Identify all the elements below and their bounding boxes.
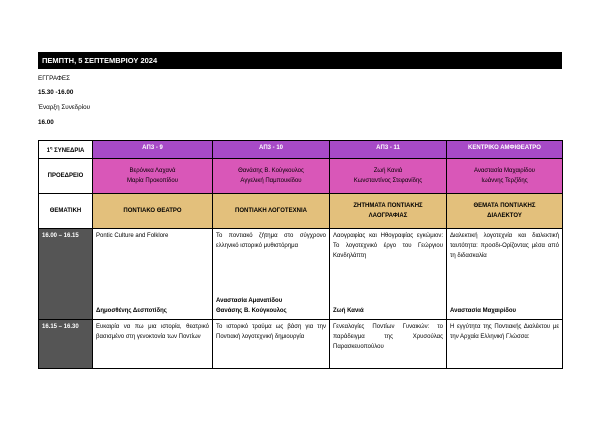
session-label: $1^\eta$ ΣΥΝΕΔΡΙΑ — [39, 141, 93, 159]
talk-title: Διαλεκτική λογοτεχνία και διαλεκτική ταυτότητα: προσδι-Ορίζοντας μέσα από τη διδασκαλία — [450, 233, 559, 259]
chairs-cell: Αναστασία Μαχαιρίδου Ιωάννης Τερζίδης — [447, 159, 563, 194]
theme-cell: ΠΟΝΤΙΑΚΗ ΛΟΓΟΤΕΧΝΙΑ — [213, 194, 330, 229]
talk-title: Γενεαλογίες Ποντίων Γυναικών: το παράδειγμα της Χρυσούλας Παρασκευοπούλου — [333, 324, 443, 350]
talk-title: Η εγγύτητα της Ποντιακής Διαλέκτου με την Αρχαία Ελληνική Γλώσσα: — [450, 324, 559, 340]
room-header: ΑΠ3 - 11 — [330, 141, 447, 159]
talk-speakers: Δημοσθένης Δεσποτίδης — [96, 308, 167, 314]
chairs-cell: Θανάσης Β. Κούγκουλος Αγγελική Παμπουκίδου — [213, 159, 330, 194]
talk-title: Λαογραφίας και Ηθογραφίας εγκώμιον: Το λογοτεχνικό έργο του Γεώργιου Κανδηλάπτη — [333, 233, 443, 259]
slot-row — [39, 320, 563, 369]
themes-label: ΘΕΜΑΤΙΚΗ — [39, 194, 93, 229]
room-header: ΑΠ3 - 9 — [93, 141, 213, 159]
programme-table — [38, 140, 563, 369]
rooms-row — [39, 141, 563, 159]
talk-title: Το ιστορικό τραύμα ως βάση για την Ποντιακή λογοτεχνική δημιουργία — [216, 324, 326, 340]
talk-cell — [330, 229, 447, 320]
registrations-label: ΕΓΓΡΑΦΕΣ — [38, 75, 71, 82]
theme-cell: ΘΕΜΑΤΑ ΠΟΝΤΙΑΚΗΣ ΔΙΑΛΕΚΤΟΥ — [447, 194, 563, 229]
chairs-cell: Βερόνικα Λαχανά Μαρία Προκοπίδου — [93, 159, 213, 194]
themes-row — [39, 194, 563, 229]
talk-cell — [93, 229, 213, 320]
talk-title: Το ποντιακό ζήτημα στο σύγχρονο ελληνικό ιστορικό μυθιστόρημα — [216, 233, 326, 249]
theme-cell: ΖΗΤΗΜΑΤΑ ΠΟΝΤΙΑΚΗΣ ΛΑΟΓΡΑΦΙΑΣ — [330, 194, 447, 229]
chairs-cell: Ζωή Κανιά Κωνσταντίνος Στεφανίδης — [330, 159, 447, 194]
theme-cell: ΠΟΝΤΙΑΚΟ ΘΕΑΤΡΟ — [93, 194, 213, 229]
opening-label: Έναρξη Συνεδρίου — [38, 104, 91, 111]
slot-time: 16.15 – 16.30 — [39, 320, 93, 369]
talk-cell — [447, 229, 563, 320]
talk-speakers: Αναστασία Μαχαιρίδου — [450, 308, 517, 314]
day-banner: ΠΕΜΠΤΗ, 5 ΣΕΠΤΕΜΒΡΙΟΥ 2024 — [38, 52, 562, 69]
talk-cell — [213, 229, 330, 320]
talk-cell — [447, 320, 563, 369]
talk-title: Ευκαιρία να πω μια ιστορία, θεατρικό βασισμένο στη γενοκτονία των Ποντίων — [96, 324, 209, 340]
slot-row — [39, 229, 563, 320]
talk-speakers: Αναστασία Αμανατίδου Θανάσης Β. Κούγκουλος — [216, 298, 287, 314]
room-header: ΑΠ3 - 10 — [213, 141, 330, 159]
slot-time: 16.00 – 16.15 — [39, 229, 93, 320]
room-header: ΚΕΝΤΡΙΚΟ ΑΜΦΙΘΕΑΤΡΟ — [447, 141, 563, 159]
talk-cell — [93, 320, 213, 369]
talk-title: Pontic Culture and Folklore — [96, 233, 169, 239]
chairs-label: ΠΡΟΕΔΡΕΙΟ — [39, 159, 93, 194]
opening-time: 16.00 — [38, 119, 54, 126]
talk-cell — [330, 320, 447, 369]
talk-cell — [213, 320, 330, 369]
registrations-time: 15.30 -16.00 — [38, 89, 74, 96]
talk-speakers: Ζωή Κανιά — [333, 308, 364, 314]
chairs-row — [39, 159, 563, 194]
